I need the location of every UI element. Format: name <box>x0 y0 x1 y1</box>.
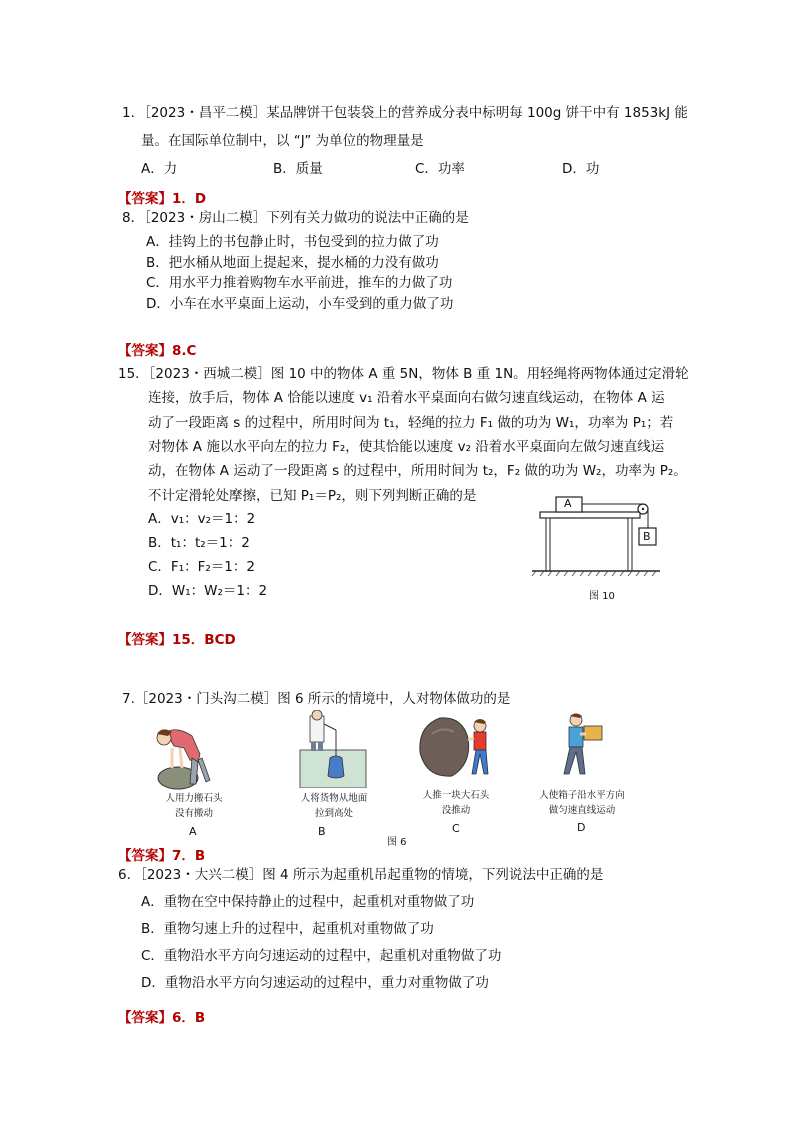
q1-option-a: A．力 <box>141 161 178 177</box>
q7-panel-a-caption-line1: 人用力搬石头 <box>165 793 223 804</box>
person-carrying-box-illustration <box>558 712 614 782</box>
figure-6-caption: 图 6 <box>387 837 407 848</box>
person-pushing-rock-illustration <box>414 712 500 784</box>
q8-option-c: C．用水平力推着购物车水平前进，推车的力做了功 <box>146 275 453 291</box>
q7-panel-d-letter: D <box>577 821 586 834</box>
q15-line4: 对物体 A 施以水平向左的拉力 F₂，使其恰能以速度 v₂ 沿着水平桌面向左做匀速直线运 <box>148 439 665 455</box>
figure-10 <box>530 490 670 582</box>
q1-option-c: C．功率 <box>415 161 465 177</box>
q7-panel-a-caption-line2: 没有搬动 <box>174 808 213 819</box>
q1-answer: 【答案】1．D <box>118 191 207 207</box>
q15-line2: 连接，放手后，物体 A 恰能以速度 v₁ 沿着水平桌面向右做匀速直线运动，在物体 A 运 <box>148 390 665 406</box>
q15-option-c: C．F₁：F₂＝1：2 <box>148 559 255 575</box>
q6-stem: 6．［2023・大兴二模］图 4 所示为起重机吊起重物的情境，下列说法中正确的是 <box>118 867 604 883</box>
box-icon <box>584 726 602 740</box>
q7-panel-c-caption-line2: 没推动 <box>441 805 471 816</box>
q7-panel-b-letter: B <box>318 825 326 838</box>
q8-option-b: B．把水桶从地面上提起来，提水桶的力没有做功 <box>146 255 439 271</box>
q8-option-a: A．挂钩上的书包静止时，书包受到的拉力做了功 <box>146 234 439 250</box>
label-a: A <box>564 497 572 510</box>
q7-panel-b-caption <box>286 791 382 821</box>
q1-option-d: D．功 <box>562 161 600 177</box>
q15-option-a: A．v₁：v₂＝1：2 <box>148 511 256 527</box>
q6-answer: 【答案】6．B <box>118 1010 206 1026</box>
q7-panel-a-letter: A <box>189 825 197 838</box>
q7-panel-a-caption <box>148 791 240 821</box>
q6-option-c: C．重物沿水平方向匀速运动的过程中，起重机对重物做了功 <box>141 948 502 964</box>
q7-panel-c-caption-line1: 人推一块大石头 <box>422 790 490 801</box>
person-pulling-cargo-illustration <box>298 710 368 788</box>
q7-panel-b-caption-line2: 拉到高处 <box>314 808 353 819</box>
label-b: B <box>643 530 651 543</box>
q7-panel-b-caption-line1: 人将货物从地面 <box>300 793 368 804</box>
q1-line2: 量。在国际单位制中，以 “J” 为单位的物理量是 <box>141 133 424 149</box>
q7-panel-d-caption-line1: 人使箱子沿水平方向 <box>539 790 625 801</box>
q15-option-b: B．t₁：t₂＝1：2 <box>148 535 250 551</box>
q7-panel-c-letter: C <box>452 822 460 835</box>
q15-line6: 不计定滑轮处摩擦，已知 P₁＝P₂，则下列判断正确的是 <box>148 488 477 504</box>
q8-option-d: D．小车在水平桌面上运动，小车受到的重力做了功 <box>146 296 454 312</box>
q15-line1: 15．［2023・西城二模］图 10 中的物体 A 重 5N，物体 B 重 1N。用轻绳将两物体通过定滑轮 <box>118 366 689 382</box>
q1-option-b: B．质量 <box>273 161 323 177</box>
q7-panel-b <box>298 710 368 788</box>
q8-answer: 【答案】8.C <box>118 343 197 359</box>
q15-answer: 【答案】15．BCD <box>118 632 236 648</box>
figure-10-caption: 图 10 <box>589 591 615 602</box>
q7-answer: 【答案】7．B <box>118 848 206 864</box>
q7-panel-a <box>148 718 240 790</box>
q7-panel-d-caption-line2: 做匀速直线运动 <box>548 805 616 816</box>
q7-panel-c-caption <box>408 788 504 818</box>
q15-option-d: D．W₁：W₂＝1：2 <box>148 583 268 599</box>
q7-panel-d <box>558 712 614 782</box>
q6-option-a: A．重物在空中保持静止的过程中，起重机对重物做了功 <box>141 894 475 910</box>
q7-stem: 7.［2023・门头沟二模］图 6 所示的情境中，人对物体做功的是 <box>122 691 511 707</box>
q6-option-d: D．重物沿水平方向匀速运动的过程中，重力对重物做了功 <box>141 975 489 991</box>
q6-option-b: B．重物匀速上升的过程中，起重机对重物做了功 <box>141 921 434 937</box>
q1-line1: 1．［2023・昌平二模］某品牌饼干包装袋上的营养成分表中标明每 100g 饼干中有 1853kJ 能 <box>122 105 688 121</box>
q15-line3: 动了一段距离 s 的过程中，所用时间为 t₁，轻绳的拉力 F₁ 做的功为 W₁，功率为 P₁；若 <box>148 415 674 431</box>
q7-panel-c <box>414 712 500 784</box>
person-lifting-rock-illustration <box>148 718 240 790</box>
q15-line5: 动，在物体 A 运动了一段距离 s 的过程中，所用时间为 t₂，F₂ 做的功为 W₂，功率为 P₂。 <box>148 463 687 479</box>
q8-stem: 8．［2023・房山二模］下列有关力做功的说法中正确的是 <box>122 210 469 226</box>
q7-panel-d-caption <box>532 788 632 818</box>
